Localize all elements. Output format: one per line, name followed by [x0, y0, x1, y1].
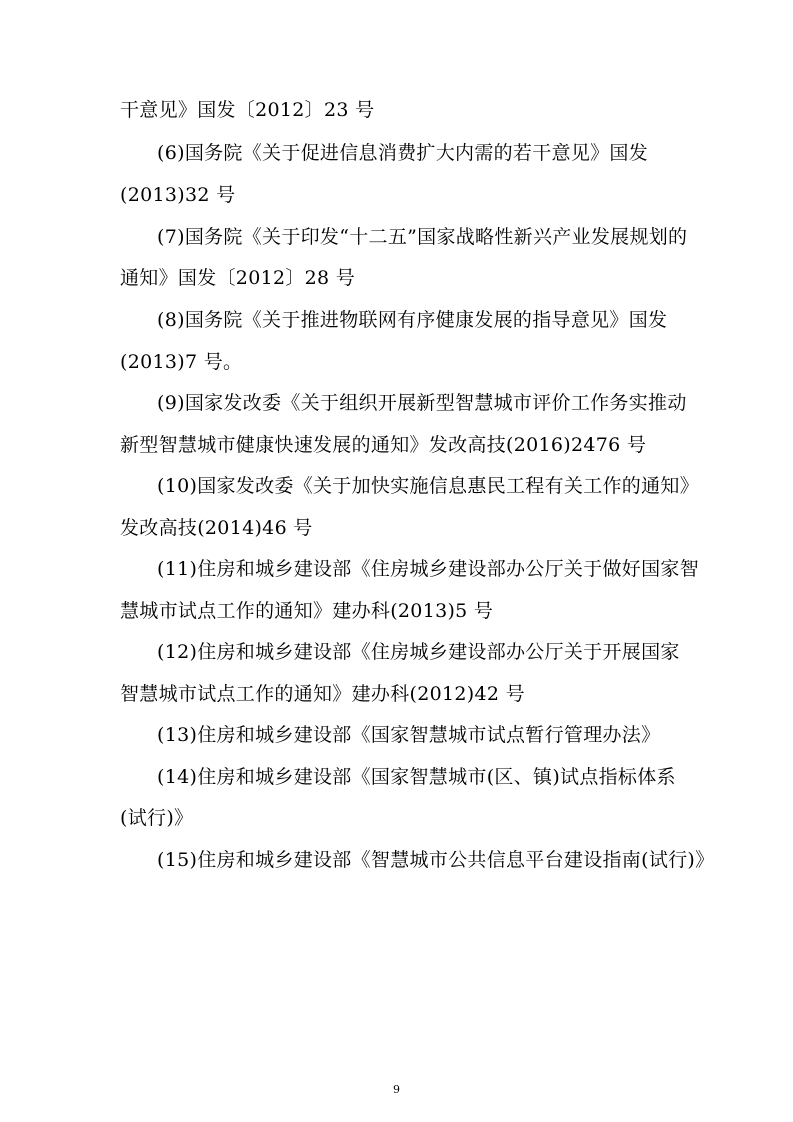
text-line-6: (8)国务院《关于推进物联网有序健康发展的指导意见》国发 [157, 309, 668, 331]
text-line-11: 发改高技(2014)46 号 [120, 517, 313, 539]
text-line-4: (7)国务院《关于印发“十二五”国家战略性新兴产业发展规划的 [157, 226, 688, 248]
text-line-13: 慧城市试点工作的通知》建办科(2013)5 号 [120, 600, 494, 622]
text-line-7: (2013)7 号。 [120, 351, 243, 373]
text-line-19: (15)住房和城乡建设部《智慧城市公共信息平台建设指南(试行)》 [157, 849, 715, 871]
text-line-10: (10)国家发改委《关于加快实施信息惠民工程有关工作的通知》 [157, 475, 700, 497]
text-line-17: (14)住房和城乡建设部《国家智慧城市(区、镇)试点指标体系 [157, 766, 676, 788]
text-line-14: (12)住房和城乡建设部《住房城乡建设部办公厅关于开展国家 [157, 641, 680, 663]
text-line-15: 智慧城市试点工作的通知》建办科(2012)42 号 [120, 683, 525, 705]
text-line-12: (11)住房和城乡建设部《住房城乡建设部办公厅关于做好国家智 [157, 558, 700, 580]
text-line-1: 干意见》国发〔2012〕23 号 [120, 99, 375, 121]
page-number: 9 [393, 1083, 400, 1096]
text-line-5: 通知》国发〔2012〕28 号 [120, 267, 356, 289]
text-line-9: 新型智慧城市健康快速发展的通知》发改高技(2016)2476 号 [120, 434, 647, 456]
text-line-2: (6)国务院《关于促进信息消费扩大内需的若干意见》国发 [157, 142, 649, 164]
text-line-18: (试行)》 [120, 807, 194, 829]
text-line-3: (2013)32 号 [120, 184, 236, 206]
text-line-16: (13)住房和城乡建设部《国家智慧城市试点暂行管理办法》 [157, 724, 661, 746]
text-line-8: (9)国家发改委《关于组织开展新型智慧城市评价工作务实推动 [157, 392, 687, 414]
